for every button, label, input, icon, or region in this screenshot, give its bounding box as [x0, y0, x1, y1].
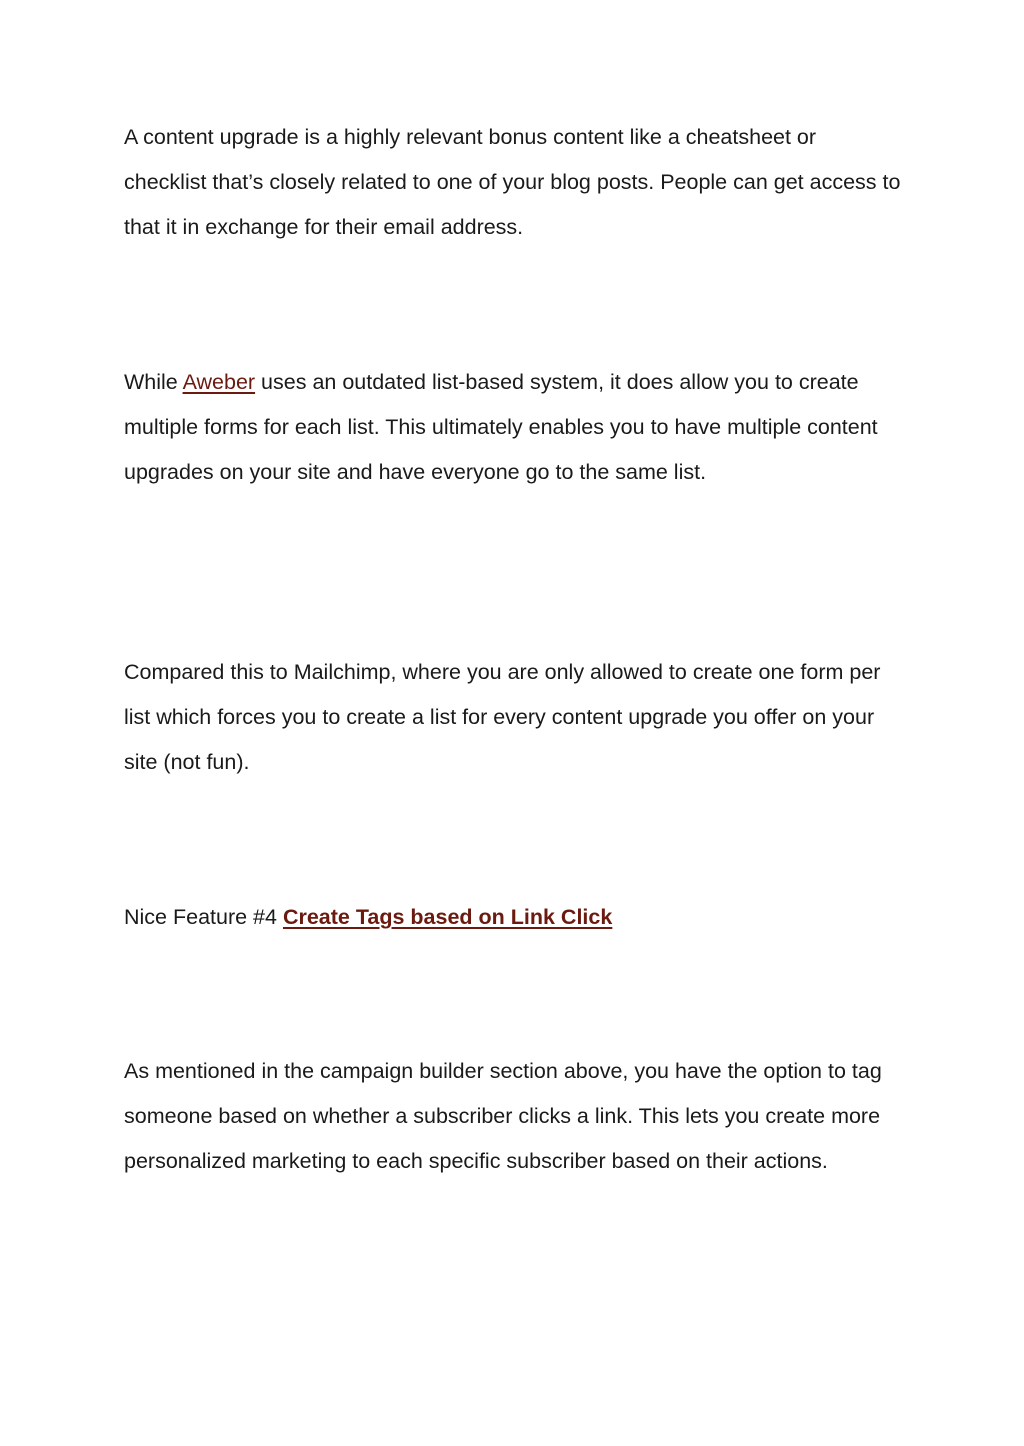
aweber-link[interactable]: Aweber — [182, 370, 256, 394]
paragraph-aweber-rest: uses an outdated list-based system, it does allow you to create multiple forms for each list. This ultimately enables you to have multiple content upgrades on your site and have everyone go to the same list. — [124, 370, 878, 484]
feature-heading — [124, 895, 904, 940]
paragraph-aweber — [124, 360, 904, 495]
paragraph-aweber-lead: While — [124, 370, 183, 394]
paragraph-mailchimp-comparison: Compared this to Mailchimp, where you are only allowed to create one form per list which forces you to create a list for every content upgrade you offer on your site (not fun). — [124, 660, 881, 774]
create-tags-link[interactable]: Create Tags based on Link Click — [282, 905, 613, 929]
paragraph-link-click-tags: As mentioned in the campaign builder section above, you have the option to tag someone based on whether a subscriber clicks a link. This lets you create more personalized marketing to each specific subscriber based on their actions. — [124, 1059, 882, 1173]
paragraph-content-upgrade: A content upgrade is a highly relevant bonus content like a cheatsheet or checklist that’s closely related to one of your blog posts. People can get access to that it in exchange for their email address. — [124, 125, 901, 239]
feature-heading-prefix: Nice Feature #4 — [124, 905, 283, 929]
